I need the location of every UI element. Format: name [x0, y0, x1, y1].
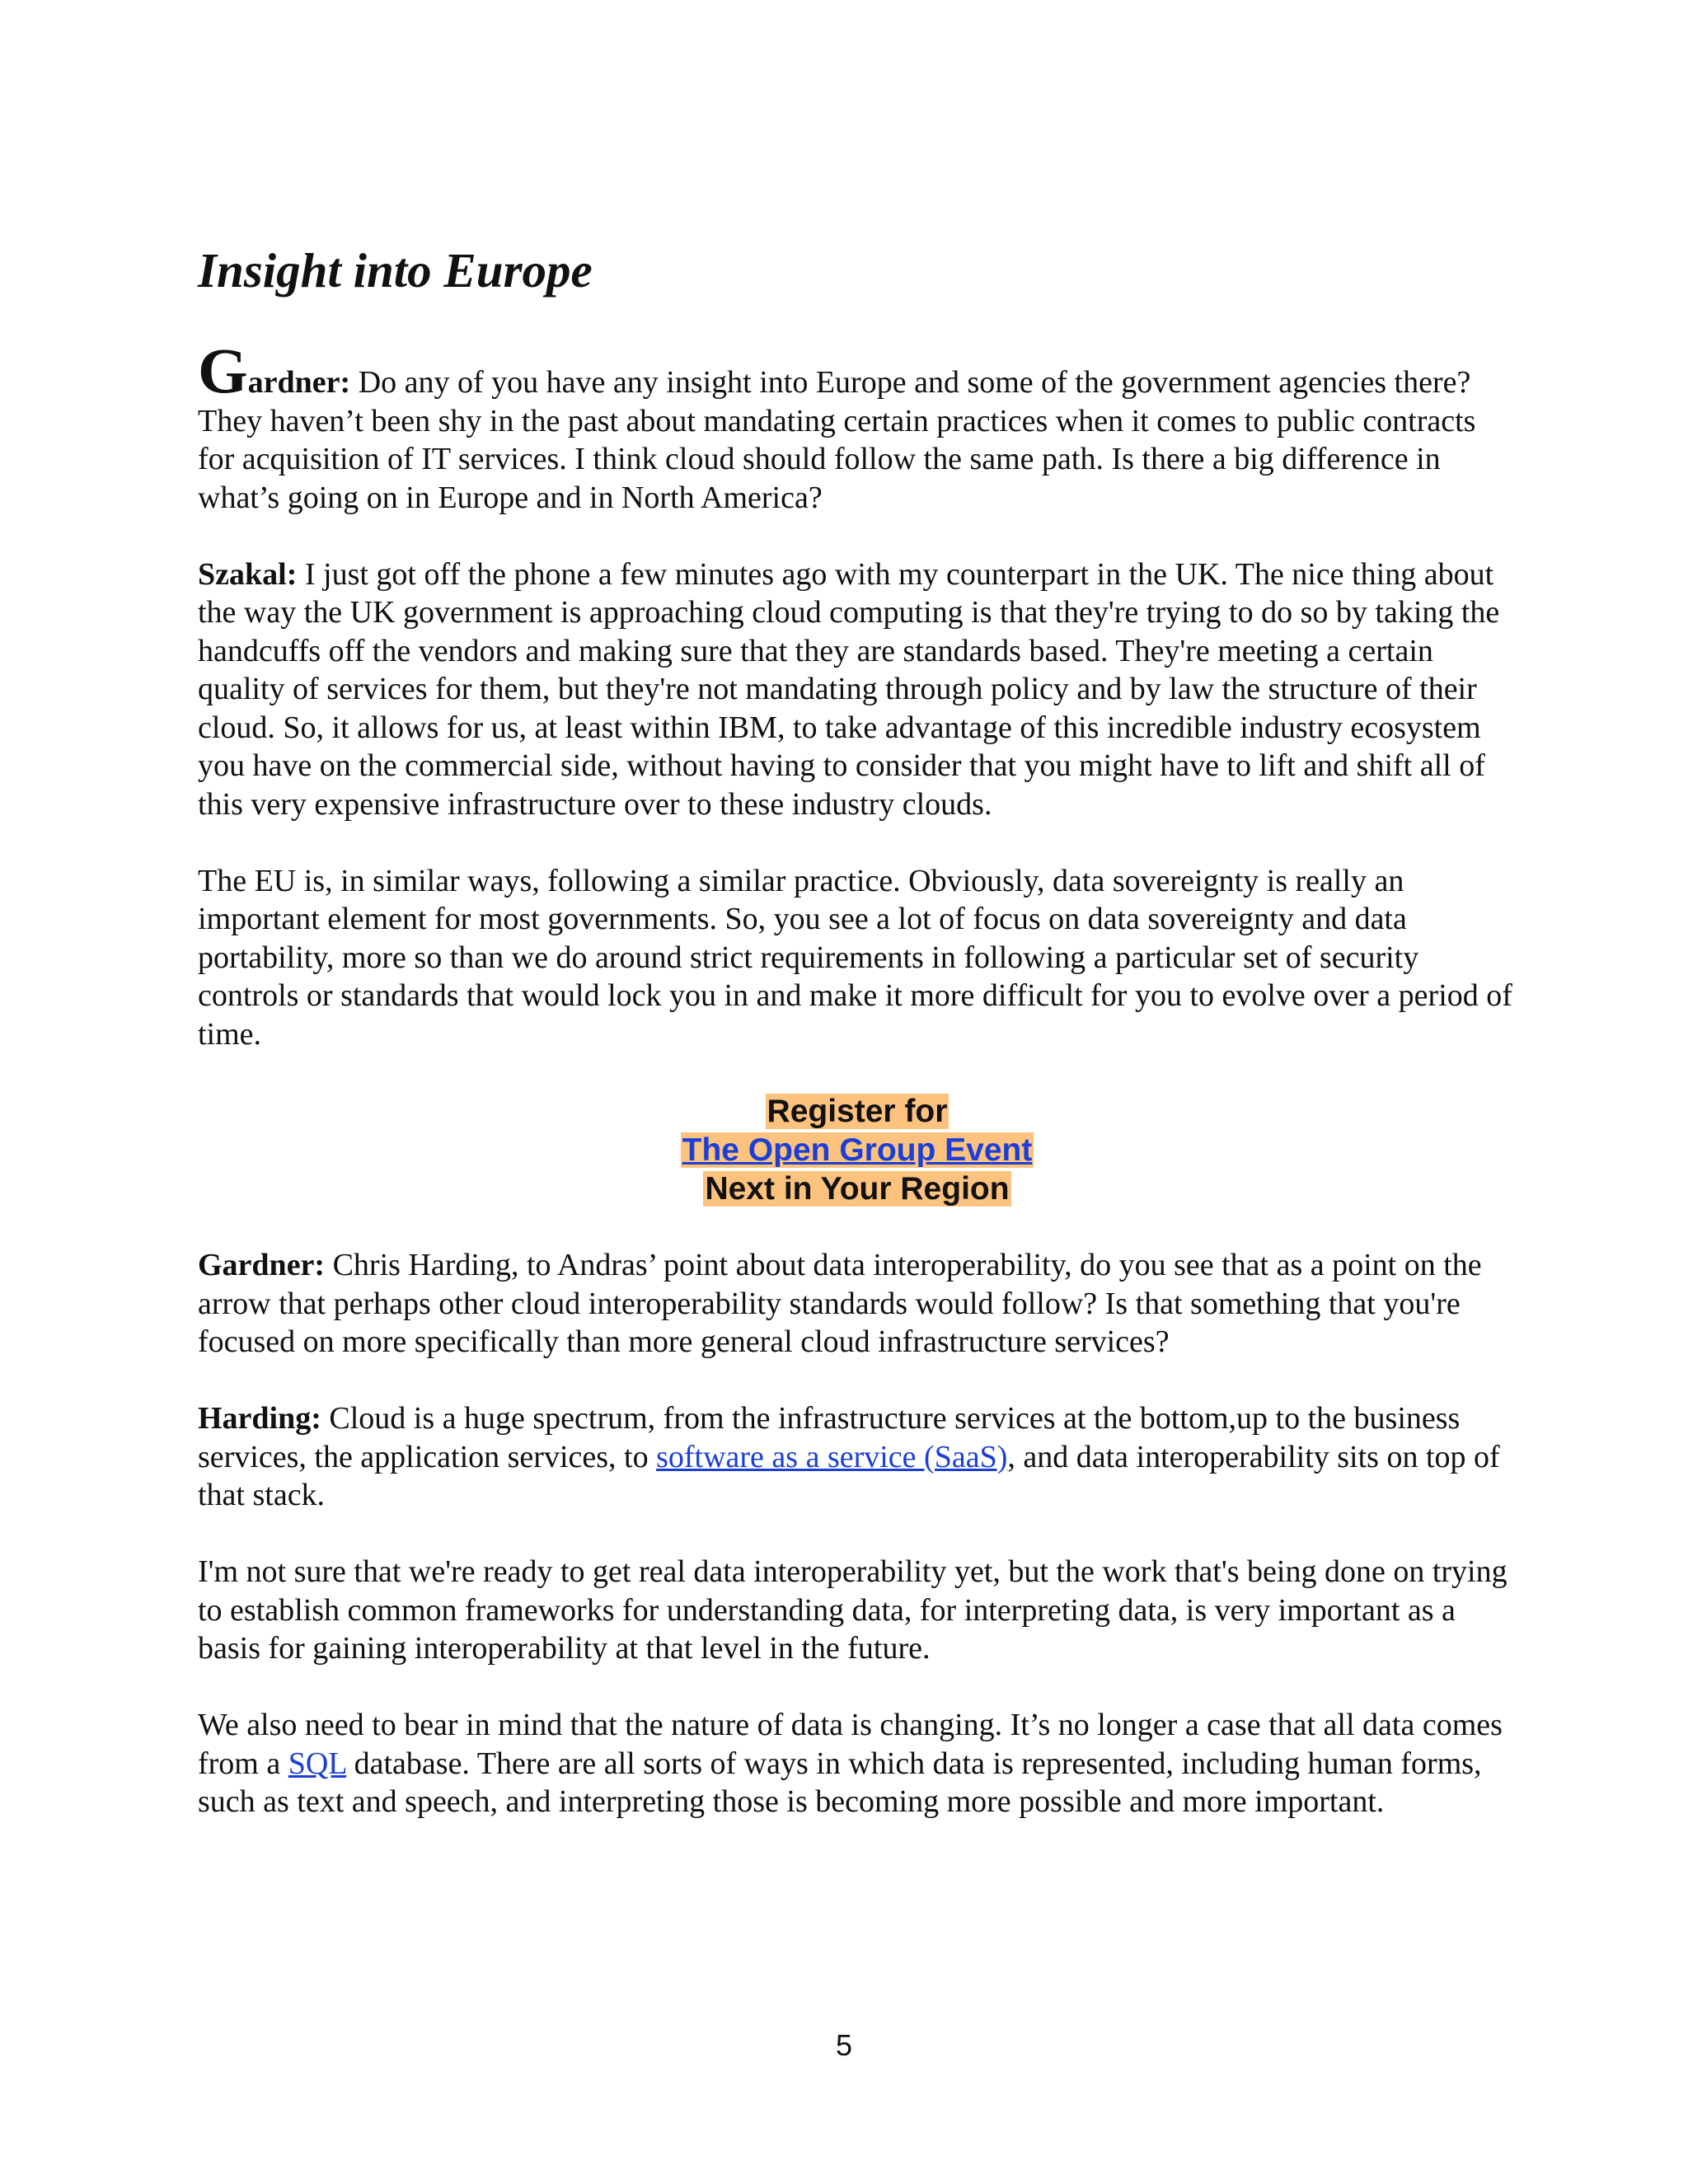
speaker-label: Harding:	[198, 1401, 321, 1436]
paragraph-interoperability	[198, 1553, 1517, 1668]
promo-line-register: Register for	[767, 1093, 948, 1129]
paragraph-text: The EU is, in similar ways, following a similar practice. Obviously, data sovereignty is really an important element for most governments. So, you see a lot of focus on data sovereignty and data portability, more so than we do around strict requirements in following a particular set of security controls or standards that would lock you in and make it more difficult for you to evolve over a period of time.	[198, 863, 1512, 1052]
paragraph-gardner-followup	[198, 1246, 1517, 1361]
paragraph-text: database. There are all sorts of ways in which data is represented, including human forms, such as text and speech, and interpreting those is becoming more possible and more important.	[198, 1746, 1482, 1819]
section-heading: Insight into Europe	[198, 243, 593, 298]
event-promo	[198, 1092, 1517, 1208]
paragraph-gardner-question	[198, 335, 1517, 517]
paragraph-text: We also need to bear in mind that the nature of data is changing. It’s no longer a case that all data comes from a	[198, 1708, 1503, 1781]
paragraph-data-nature	[198, 1706, 1517, 1821]
promo-event-link[interactable]: The Open Group Event	[682, 1132, 1033, 1168]
speaker-label: Gardner:	[198, 1248, 326, 1282]
paragraph-eu-practice	[198, 862, 1517, 1054]
paragraph-text: Chris Harding, to Andras’ point about data interoperability, do you see that as a point on the arrow that perhaps other cloud interoperability standards would follow? Is that something that you're focused on more specifically than more general cloud infrastructure services?	[198, 1248, 1482, 1359]
paragraph-text: , and data interoperability sits on top of that stack.	[198, 1439, 1500, 1512]
saas-link[interactable]: software as a service (SaaS)	[656, 1439, 1008, 1474]
paragraph-text: Cloud is a huge spectrum, from the infrastructure services at the bottom,up to the business services, the application services, to	[198, 1401, 1461, 1474]
page-number: 5	[835, 2028, 853, 2062]
paragraph-text: Do any of you have any insight into Europe and some of the government agencies there? They haven’t been shy in the past about mandating certain practices when it comes to public contracts for acquisition of IT services. I think cloud should follow the same path. Is there a big difference in what’s going on in Europe and in North America?	[198, 365, 1476, 515]
paragraph-szakal-answer	[198, 555, 1517, 824]
promo-link-wrapper	[681, 1132, 1034, 1168]
paragraph-text: I just got off the phone a few minutes ago with my counterpart in the UK. The nice thing about the way the UK government is approaching cloud computing is that they're trying to do so by taking the handcuffs off the vendors and making sure that they are standards based. They're meeting a certain quality of services for them, but they're not mandating through policy and by law the structure of their cloud. So, it allows for us, at least within IBM, to take advantage of this incredible industry ecosystem you have on the commercial side, without having to consider that you might have to lift and shift all of this very expensive infrastructure over to these industry clouds.	[198, 556, 1500, 822]
drop-cap: G	[198, 335, 248, 406]
sql-link[interactable]: SQL	[288, 1746, 347, 1781]
article-body	[198, 335, 1517, 1859]
paragraph-harding-answer	[198, 1399, 1517, 1515]
speaker-label: Szakal:	[198, 556, 298, 592]
paragraph-text: I'm not sure that we're ready to get real data interoperability yet, but the work that's being done on trying to establish common frameworks for understanding data, for interpreting data, is very important as a basis for gaining interoperability at that level in the future.	[198, 1554, 1507, 1666]
speaker-label: ardner:	[247, 365, 351, 400]
promo-line-region: Next in Your Region	[705, 1170, 1010, 1207]
